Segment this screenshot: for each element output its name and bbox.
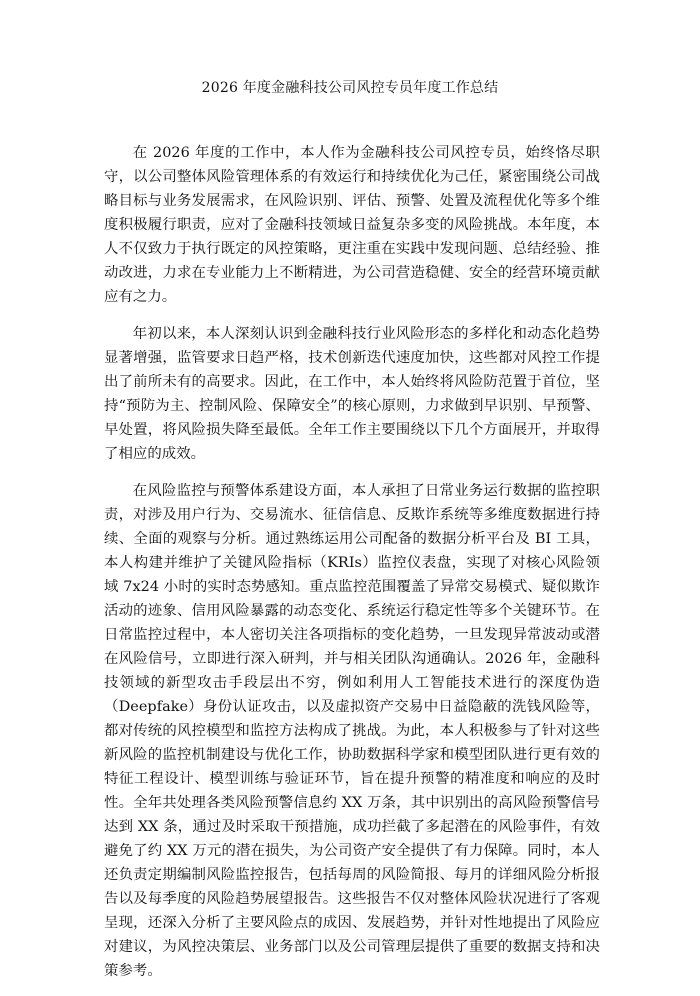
paragraph-background: 年初以来，本人深刻认识到金融科技行业风险形态的多样化和动态化趋势显著增强，监管要求日趋严格，技术创新迭代速度加快，这些都对风控工作提出了前所未有的高要求。因此，在工作中，本人始终将风险防范置于首位，坚持“预防为主、控制风险、保障安全”的核心原则，力求做到早识别、早预警、早处置，将风险损失降至最低。全年工作主要围绕以下几个方面展开，并取得了相应的成效。 xyxy=(104,326,600,462)
paragraph-risk-monitoring: 在风险监控与预警体系建设方面，本人承担了日常业务运行数据的监控职责，对涉及用户行为、交易流水、征信信息、反欺诈系统等多维度数据进行持续、全面的观察与分析。通过熟练运用公司配备的数据分析平台及 BI 工具，本人构建并维护了关键风险指标（KRIs）监控仪表盘，实现了对核心风险领域 7x24 小时的实时态势感知。重点监控范围覆盖了异常交易模式、疑似欺诈活动的迹象、信用风险暴露的动态变化、系统运行稳定性等多个关键环节。在日常监控过程中，本人密切关注各项指标的变化趋势，一旦发现异常波动或潜在风险信号，立即进行深入研判，并与相关团队沟通确认。2026 年，金融科技领域的新型攻击手段层出不穷，例如利用人工智能技术进行的深度伪造（Deepfake）身份认证攻击，以及虚拟资产交易中日益隐蔽的洗钱风险等，都对传统的风控模型和监控方法构成了挑战。为此，本人积极参与了针对这些新风险的监控机制建设与优化工作，协助数据科学家和模型团队进行更有效的特征工程设计、模型训练与验证环节，旨在提升预警的精准度和响应的及时性。全年共处理各类风险预警信息约 XX 万条，其中识别出的高风险预警信号达到 XX 条，通过及时采取干预措施，成功拦截了多起潜在的风险事件，有效避免了约 XX 万元的潜在损失，为公司资产安全提供了有力保障。同时，本人还负责定期编制风险监控报告，包括每周的风险简报、每月的详细风险分析报告以及每季度的风险趋势展望报告。这些报告不仅对整体风险状况进行了客观呈现，还深入分析了主要风险点的成因、发展趋势，并针对性地提出了风险应对建议，为风控决策层、业务部门以及公司管理层提供了重要的数据支持和决策参考。 xyxy=(104,483,600,979)
document-body xyxy=(104,141,600,996)
paragraph-intro: 在 2026 年度的工作中，本人作为金融科技公司风控专员，始终恪尽职守，以公司整体风险管理体系的有效运行和持续优化为己任，紧密围绕公司战略目标与业务发展需求，在风险识别、评估、预警、处置及流程优化等多个维度积极履行职责，应对了金融科技领域日益复杂多变的风险挑战。本年度，本人不仅致力于执行既定的风控策略，更注重在实践中发现问题、总结经验、推动改进，力求在专业能力上不断精进，为公司营造稳健、安全的经营环境贡献应有之力。 xyxy=(104,145,600,305)
document-title: 2026 年度金融科技公司风控专员年度工作总结 xyxy=(201,80,499,96)
